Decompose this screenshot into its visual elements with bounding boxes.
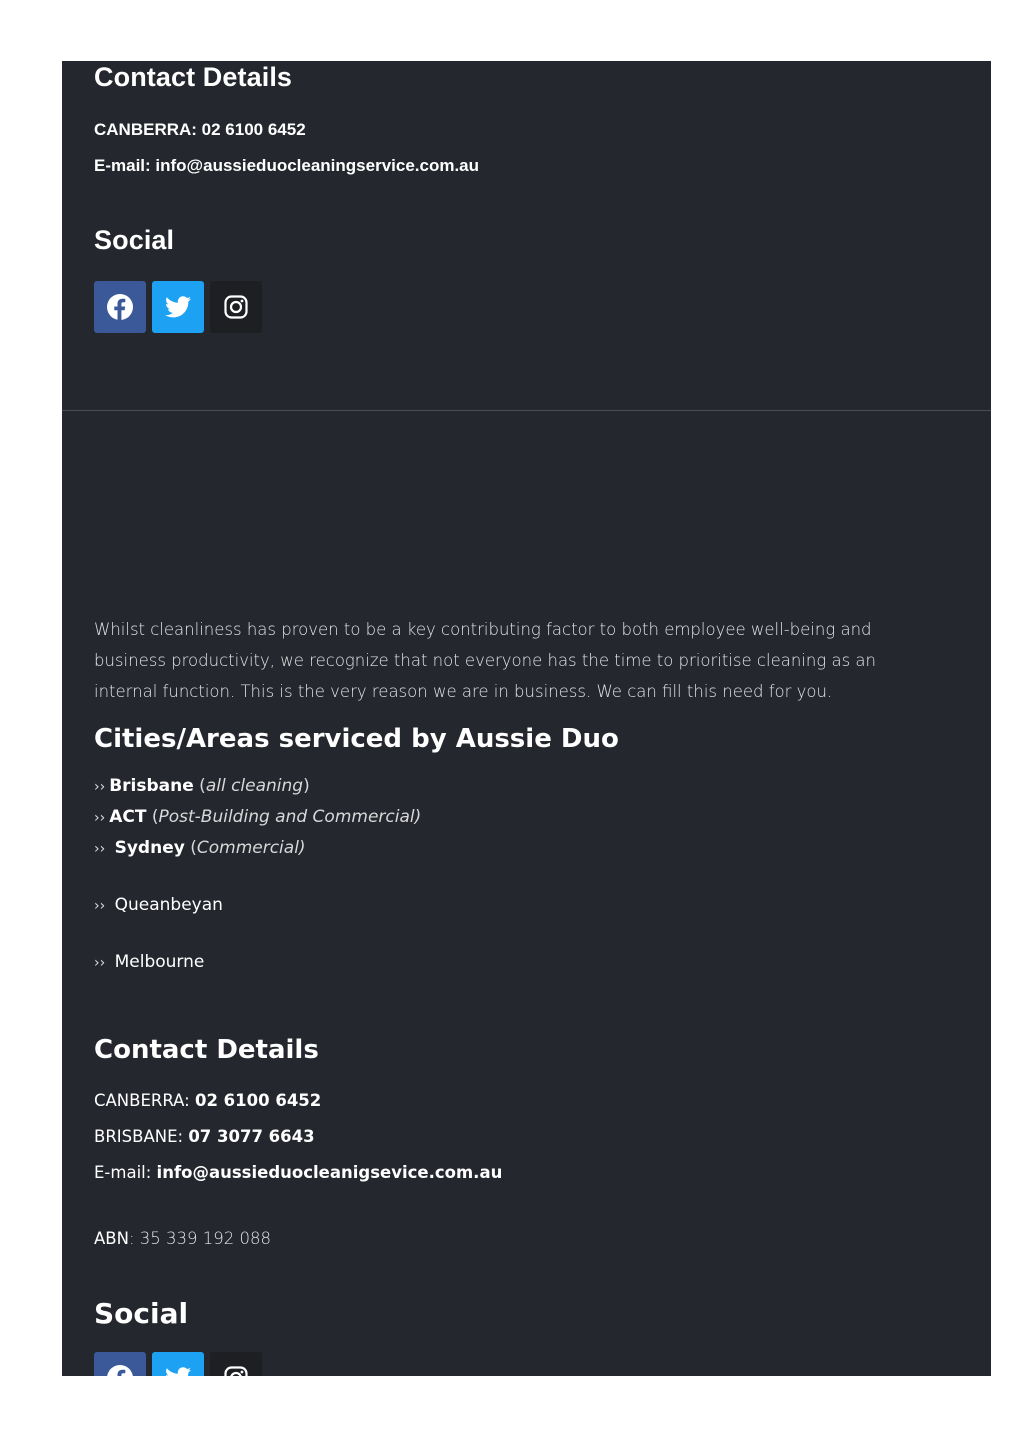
twitter-button[interactable] — [152, 281, 204, 333]
city-item-brisbane: ›› Brisbane (all cleaning) — [94, 776, 310, 796]
city-name: Sydney — [114, 838, 185, 858]
facebook-button[interactable] — [94, 281, 146, 333]
facebook-icon — [107, 294, 133, 320]
twitter-button[interactable] — [152, 1352, 204, 1376]
abn-line: ABN: 35 339 192 088 — [94, 1229, 271, 1248]
city-note: all cleaning — [205, 776, 304, 796]
twitter-icon — [165, 296, 191, 318]
social-heading-2: Social — [94, 1297, 189, 1330]
city-note: Post-Building and Commercial) — [158, 807, 422, 827]
social-icons — [94, 281, 262, 333]
contact-details-heading: Contact Details — [94, 62, 293, 92]
twitter-icon — [165, 1367, 191, 1376]
cities-heading: Cities/Areas serviced by Aussie Duo — [94, 724, 619, 754]
email-value[interactable]: info@aussieduocleanigsevice.com.au — [156, 1163, 503, 1182]
city-item-melbourne: ›› Melbourne — [94, 952, 205, 972]
brisbane-phone-value: 07 3077 6643 — [188, 1127, 315, 1146]
intro-paragraph: Whilst cleanliness has proven to be a key contributing factor to both employee well-being and business productivity, we recognize that not everyone has the time to prioritise cleaning as an internal function. This is the very reason we are in business. We can fill this need for you. — [94, 620, 876, 701]
canberra-contact: CANBERRA: 02 6100 6452 — [94, 1091, 322, 1110]
instagram-icon — [224, 295, 248, 319]
email-line: E-mail: info@aussieduocleaningservice.com.au — [94, 156, 480, 175]
contact-details-heading-2: Contact Details — [94, 1035, 319, 1065]
instagram-button[interactable] — [210, 281, 262, 333]
city-name: Queanbeyan — [114, 895, 223, 915]
city-item-queanbeyan: ›› Queanbeyan — [94, 895, 223, 915]
city-name: Melbourne — [114, 952, 205, 972]
canberra-phone-value: 02 6100 6452 — [194, 1091, 322, 1110]
canberra-phone: CANBERRA: 02 6100 6452 — [94, 120, 306, 139]
facebook-button[interactable] — [94, 1352, 146, 1376]
city-name: Brisbane — [109, 776, 194, 796]
footer-panel — [62, 411, 991, 1376]
city-name: ACT — [109, 807, 147, 827]
top-contact-panel — [62, 61, 991, 410]
city-item-sydney: ›› Sydney (Commercial) — [94, 838, 306, 858]
facebook-icon — [107, 1365, 133, 1376]
brisbane-contact: BRISBANE: 07 3077 6643 — [94, 1127, 315, 1146]
city-note: Commercial) — [196, 838, 306, 858]
email-contact: E-mail: info@aussieduocleanigsevice.com.au — [94, 1163, 503, 1182]
instagram-button[interactable] — [210, 1352, 262, 1376]
social-heading: Social — [94, 225, 175, 255]
abn-value: : 35 339 192 088 — [128, 1229, 271, 1248]
social-icons-2 — [94, 1352, 262, 1376]
instagram-icon — [224, 1366, 248, 1376]
city-item-act: ›› ACT (Post-Building and Commercial) — [94, 807, 422, 827]
